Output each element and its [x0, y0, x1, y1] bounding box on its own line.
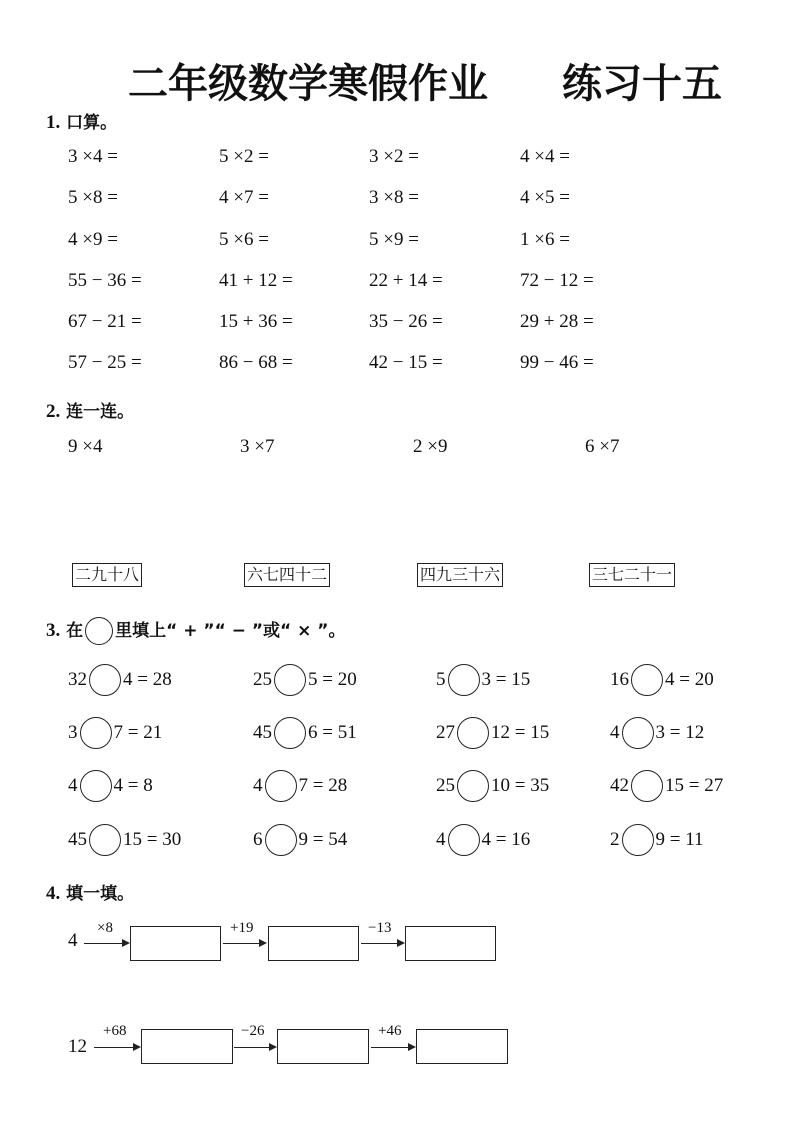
right-side: 7 = 28	[298, 775, 348, 796]
left-operand: 42	[610, 775, 629, 796]
operator-circle[interactable]	[274, 717, 306, 749]
left-operand: 16	[610, 669, 629, 690]
mental-math-problem[interactable]: 86 − 68 =	[219, 352, 293, 373]
fill-circle-problem	[253, 824, 347, 856]
left-operand: 32	[68, 669, 87, 690]
arrow-icon	[371, 1047, 414, 1048]
fill-circle-problem	[253, 717, 357, 749]
left-operand: 27	[436, 722, 455, 743]
right-side: 9 = 54	[298, 829, 348, 850]
match-phrase-box[interactable]: 四九三十六	[417, 563, 503, 587]
mental-math-problem[interactable]: 67 − 21 =	[68, 311, 142, 332]
mental-math-problem[interactable]: 72 − 12 =	[520, 270, 594, 291]
arrow-icon	[84, 943, 128, 944]
left-operand: 6	[253, 829, 263, 850]
left-operand: 4	[436, 829, 446, 850]
operator-circle[interactable]	[457, 770, 489, 802]
operator-circle[interactable]	[265, 824, 297, 856]
operator-circle[interactable]	[457, 717, 489, 749]
right-side: 7 = 21	[113, 722, 163, 743]
right-side: 6 = 51	[308, 722, 357, 743]
left-operand: 25	[436, 775, 455, 796]
fill-circle-problem	[610, 770, 723, 802]
operator-circle[interactable]	[448, 824, 480, 856]
right-side: 15 = 27	[665, 775, 724, 796]
operator-circle[interactable]	[89, 664, 121, 696]
mental-math-problem[interactable]: 22 + 14 =	[369, 270, 443, 291]
section-number: 1.	[46, 112, 61, 133]
match-phrase-box[interactable]: 二九十八	[72, 563, 142, 587]
section-number: 2.	[46, 401, 61, 422]
fill-circle-problem	[68, 717, 162, 749]
mental-math-problem[interactable]: 57 − 25 =	[68, 352, 142, 373]
fill-circle-problem	[436, 664, 530, 696]
section-label: 口算。	[66, 113, 118, 133]
arrow-icon	[361, 943, 403, 944]
fill-circle-problem	[610, 717, 704, 749]
operator-circle[interactable]	[631, 770, 663, 802]
right-side: 15 = 30	[123, 829, 182, 850]
mental-math-problem[interactable]: 5 ×2 =	[219, 146, 269, 167]
section-3-heading	[46, 616, 345, 645]
left-operand: 45	[68, 829, 87, 850]
right-side: 4 = 28	[123, 669, 172, 690]
section-1-heading	[46, 108, 117, 134]
chain-start-value: 4	[68, 930, 78, 951]
operator-circle[interactable]	[89, 824, 121, 856]
operator-circle[interactable]	[448, 664, 480, 696]
fill-circle-problem	[610, 664, 714, 696]
right-side: 4 = 8	[113, 775, 153, 796]
mental-math-problem[interactable]: 5 ×8 =	[68, 187, 118, 208]
operator-circle[interactable]	[622, 824, 654, 856]
match-phrase-box[interactable]: 三七二十一	[589, 563, 675, 587]
section-label-post: 里填上“ + ”“ − ”或“ × ”。	[115, 621, 346, 641]
left-operand: 5	[436, 669, 446, 690]
left-operand: 45	[253, 722, 272, 743]
mental-math-problem[interactable]: 55 − 36 =	[68, 270, 142, 291]
fill-circle-problem	[436, 824, 530, 856]
answer-box[interactable]	[268, 926, 359, 961]
mental-math-problem[interactable]: 15 + 36 =	[219, 311, 293, 332]
operator-circle[interactable]	[80, 717, 112, 749]
left-operand: 4	[68, 775, 78, 796]
title-main: 二年级数学寒假作业	[128, 61, 488, 107]
right-side: 4 = 16	[481, 829, 531, 850]
arrow-icon	[234, 1047, 275, 1048]
arrow-icon	[94, 1047, 139, 1048]
mental-math-problem[interactable]: 42 − 15 =	[369, 352, 443, 373]
right-side: 3 = 12	[655, 722, 705, 743]
chain-start-value: 12	[68, 1036, 87, 1057]
section-label: 填一填。	[66, 884, 135, 904]
section-label-pre: 在	[66, 621, 84, 641]
match-expression[interactable]: 9 ×4	[68, 436, 103, 457]
match-phrase-box[interactable]: 六七四十二	[244, 563, 330, 587]
section-number: 4.	[46, 883, 61, 904]
arrow-icon	[223, 943, 265, 944]
left-operand: 2	[610, 829, 620, 850]
right-side: 3 = 15	[481, 669, 531, 690]
match-expression[interactable]: 3 ×7	[240, 436, 275, 457]
left-operand: 25	[253, 669, 272, 690]
mental-math-problem[interactable]: 41 + 12 =	[219, 270, 293, 291]
mental-math-problem[interactable]: 35 − 26 =	[369, 311, 443, 332]
right-side: 5 = 20	[308, 669, 357, 690]
right-side: 12 = 15	[491, 722, 550, 743]
mental-math-problem[interactable]: 29 + 28 =	[520, 311, 594, 332]
answer-box[interactable]	[141, 1029, 233, 1064]
left-operand: 4	[253, 775, 263, 796]
circle-icon	[85, 617, 113, 645]
right-side: 4 = 20	[665, 669, 714, 690]
mental-math-problem[interactable]: 5 ×6 =	[219, 229, 269, 250]
section-4-heading	[46, 879, 134, 905]
match-expression[interactable]: 6 ×7	[585, 436, 620, 457]
left-operand: 4	[610, 722, 620, 743]
answer-box[interactable]	[277, 1029, 369, 1064]
chain-operation: ×8	[97, 920, 113, 936]
section-label: 连一连。	[66, 402, 135, 422]
left-operand: 3	[68, 722, 78, 743]
answer-box[interactable]	[416, 1029, 508, 1064]
chain-operation: −13	[368, 920, 392, 936]
right-side: 10 = 35	[491, 775, 550, 796]
mental-math-problem[interactable]: 4 ×9 =	[68, 229, 118, 250]
fill-circle-problem	[436, 717, 549, 749]
fill-circle-problem	[253, 664, 357, 696]
answer-box[interactable]	[130, 926, 221, 961]
operator-circle[interactable]	[622, 717, 654, 749]
operator-circle[interactable]	[265, 770, 297, 802]
mental-math-problem[interactable]: 5 ×9 =	[369, 229, 419, 250]
fill-circle-problem	[253, 770, 347, 802]
answer-box[interactable]	[405, 926, 496, 961]
match-expression[interactable]: 2 ×9	[413, 436, 448, 457]
operator-circle[interactable]	[80, 770, 112, 802]
fill-circle-problem	[610, 824, 704, 856]
mental-math-problem[interactable]: 4 ×7 =	[219, 187, 269, 208]
title-sub: 练习十五	[562, 61, 722, 107]
operator-circle[interactable]	[631, 664, 663, 696]
chain-operation: +68	[103, 1023, 127, 1039]
chain-operation: −26	[241, 1023, 265, 1039]
mental-math-problem[interactable]: 1 ×6 =	[520, 229, 570, 250]
mental-math-problem[interactable]: 4 ×4 =	[520, 146, 570, 167]
mental-math-problem[interactable]: 4 ×5 =	[520, 187, 570, 208]
fill-circle-problem	[68, 824, 181, 856]
mental-math-problem[interactable]: 3 ×2 =	[369, 146, 419, 167]
chain-operation: +19	[230, 920, 254, 936]
fill-circle-problem	[436, 770, 549, 802]
section-number: 3.	[46, 620, 61, 641]
section-2-heading	[46, 397, 134, 423]
operator-circle[interactable]	[274, 664, 306, 696]
right-side: 9 = 11	[655, 829, 704, 850]
fill-circle-problem	[68, 664, 172, 696]
worksheet-title	[0, 52, 800, 107]
chain-operation: +46	[378, 1023, 402, 1039]
mental-math-problem[interactable]: 3 ×4 =	[68, 146, 118, 167]
mental-math-problem[interactable]: 3 ×8 =	[369, 187, 419, 208]
fill-circle-problem	[68, 770, 153, 802]
mental-math-problem[interactable]: 99 − 46 =	[520, 352, 594, 373]
